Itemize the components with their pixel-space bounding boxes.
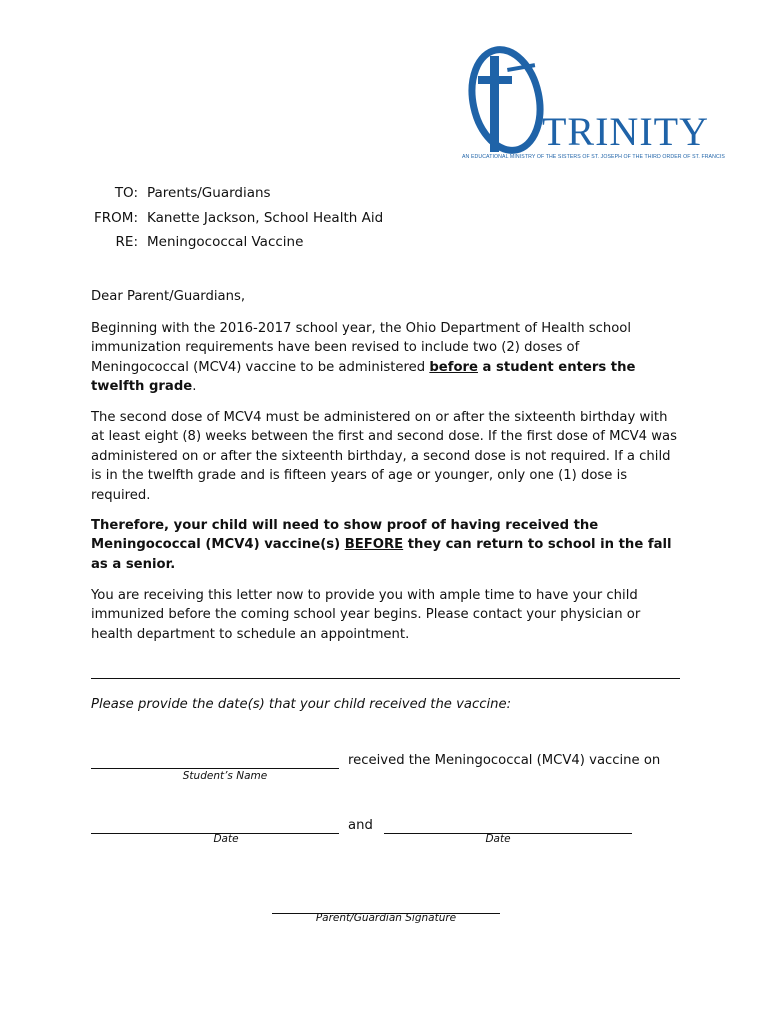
memo-header bbox=[88, 181, 383, 255]
re-value: Meningococcal Vaccine bbox=[147, 234, 304, 251]
section-divider bbox=[91, 678, 680, 679]
paragraph-4: You are receiving this letter now to provide you with ample time to have your child immunized before the coming school year begins. Please contact your physician or health department to schedule an appointment. bbox=[91, 588, 641, 642]
paragraph-3 bbox=[91, 516, 681, 574]
received-text: received the Meningococcal (MCV4) vaccine on bbox=[348, 753, 661, 768]
student-name-caption: Student’s Name bbox=[182, 770, 268, 782]
date-caption-2: Date bbox=[485, 833, 511, 845]
paragraph-1-bold-emphasis: a student enters the twelfth grade bbox=[91, 359, 636, 395]
date-caption-1: Date bbox=[213, 833, 239, 845]
to-label: TO: bbox=[114, 185, 138, 202]
signature-caption: Parent/Guardian Signature bbox=[315, 912, 457, 924]
trinity-logo bbox=[462, 46, 725, 166]
paragraph-3-part2: they can return to school in the fall as a senior. bbox=[91, 537, 672, 572]
paragraph-1-end: . bbox=[192, 379, 197, 395]
logo-tagline: AN EDUCATIONAL MINISTRY OF THE SISTERS OF ST. JOSEPH OF THE THIRD ORDER OF ST. FRANCIS bbox=[462, 154, 725, 160]
paragraph-2: The second dose of MCV4 must be administered on or after the sixteenth birthday with at least eight (8) weeks between the first and second dose. If the first dose of MCV4 was administered on or after the sixteenth birthday, a second dose is not required. If a child is in the twelfth grade and is fifteen years of age or younger, only one (1) dose is required. bbox=[91, 410, 678, 503]
greeting: Dear Parent/Guardians, bbox=[91, 289, 246, 304]
re-label: RE: bbox=[115, 234, 138, 251]
paragraph-1-before-emphasis: before bbox=[429, 359, 478, 375]
and-text: and bbox=[348, 818, 373, 833]
from-value: Kanette Jackson, School Health Aid bbox=[147, 209, 384, 226]
memo-from-row bbox=[88, 206, 383, 231]
memo-to-row bbox=[88, 181, 383, 206]
paragraph-3-part1: Therefore, your child will need to show proof of having received the Meningococcal (MCV4) vaccine(s) bbox=[91, 518, 599, 553]
memo-re-row bbox=[88, 230, 383, 255]
to-value: Parents/Guardians bbox=[147, 185, 271, 202]
paragraph-3-before-emphasis: BEFORE bbox=[344, 537, 404, 553]
logo-wordmark: TRINITY bbox=[542, 109, 709, 154]
form-prompt: Please provide the date(s) that your child received the vaccine: bbox=[91, 697, 512, 712]
from-label: FROM: bbox=[94, 209, 138, 226]
paragraph-1 bbox=[91, 319, 681, 397]
student-name-field[interactable] bbox=[91, 768, 339, 769]
paragraph-1-text: Beginning with the 2016-2017 school year, the Ohio Department of Health school immunization requirements have been revised to include two (2) doses of Meningococcal (MCV4) vaccine to be administered bbox=[91, 321, 632, 375]
